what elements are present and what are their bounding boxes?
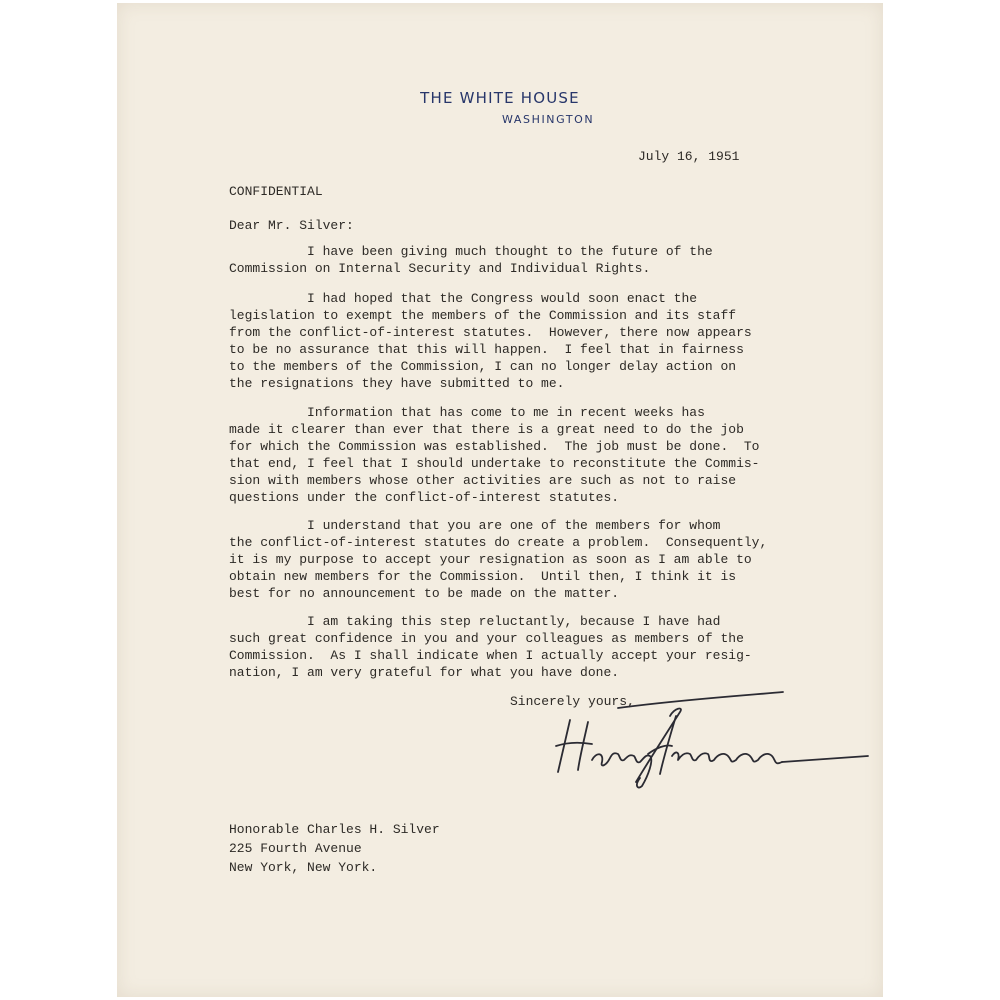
recipient-city: New York, New York. [229, 860, 378, 875]
paragraph-line: Information that has come to me in recent weeks has [229, 405, 705, 420]
salutation: Dear Mr. Silver: [229, 218, 354, 233]
paragraph-line: made it clearer than ever that there is a great need to do the job [229, 422, 744, 437]
paragraph-4 [229, 517, 767, 602]
paragraph-line: that end, I feel that I should undertake to reconstitute the Commis- [229, 456, 760, 471]
paragraph-line: obtain new members for the Commission. Until then, I think it is [229, 569, 737, 584]
paragraph-5 [229, 613, 752, 681]
paragraph-line: questions under the conflict-of-interest statutes. [229, 490, 620, 505]
paragraph-line: Commission. As I shall indicate when I actually accept your resig- [229, 648, 752, 663]
paragraph-line: to the members of the Commission, I can no longer delay action on [229, 359, 737, 374]
paragraph-line: for which the Commission was established. The job must be done. To [229, 439, 760, 454]
confidential-label: CONFIDENTIAL [229, 184, 323, 199]
closing: Sincerely yours, [510, 694, 635, 709]
paragraph-line: I have been giving much thought to the future of the [229, 244, 713, 259]
paragraph-line: sion with members whose other activities are such as not to raise [229, 473, 737, 488]
paragraph-line: to be no assurance that this will happen. I feel that in fairness [229, 342, 744, 357]
paragraph-1 [229, 243, 713, 277]
paragraph-line: legislation to exempt the members of the Commission and its staff [229, 308, 737, 323]
paragraph-line: the conflict-of-interest statutes do create a problem. Consequently, [229, 535, 768, 550]
recipient-street: 225 Fourth Avenue [229, 841, 362, 856]
paragraph-line: I had hoped that the Congress would soon enact the [229, 291, 698, 306]
paragraph-line: the resignations they have submitted to me. [229, 376, 565, 391]
recipient-name: Honorable Charles H. Silver [229, 822, 440, 837]
letterhead-title: THE WHITE HOUSE [420, 89, 580, 107]
paragraph-2 [229, 290, 752, 392]
paragraph-line: such great confidence in you and your colleagues as members of the [229, 631, 744, 646]
letterhead-subtitle: WASHINGTON [502, 113, 595, 126]
paragraph-line: I am taking this step reluctantly, because I have had [229, 614, 721, 629]
paragraph-line: it is my purpose to accept your resignation as soon as I am able to [229, 552, 752, 567]
paragraph-line: Commission on Internal Security and Individual Rights. [229, 261, 651, 276]
letter-date: July 16, 1951 [638, 149, 740, 164]
paragraph-line: from the conflict-of-interest statutes. However, there now appears [229, 325, 752, 340]
handwritten-signature-icon [548, 690, 888, 800]
paragraph-line: best for no announcement to be made on the matter. [229, 586, 620, 601]
paragraph-line: I understand that you are one of the members for whom [229, 518, 721, 533]
paragraph-3 [229, 404, 760, 506]
paragraph-line: nation, I am very grateful for what you have done. [229, 665, 620, 680]
